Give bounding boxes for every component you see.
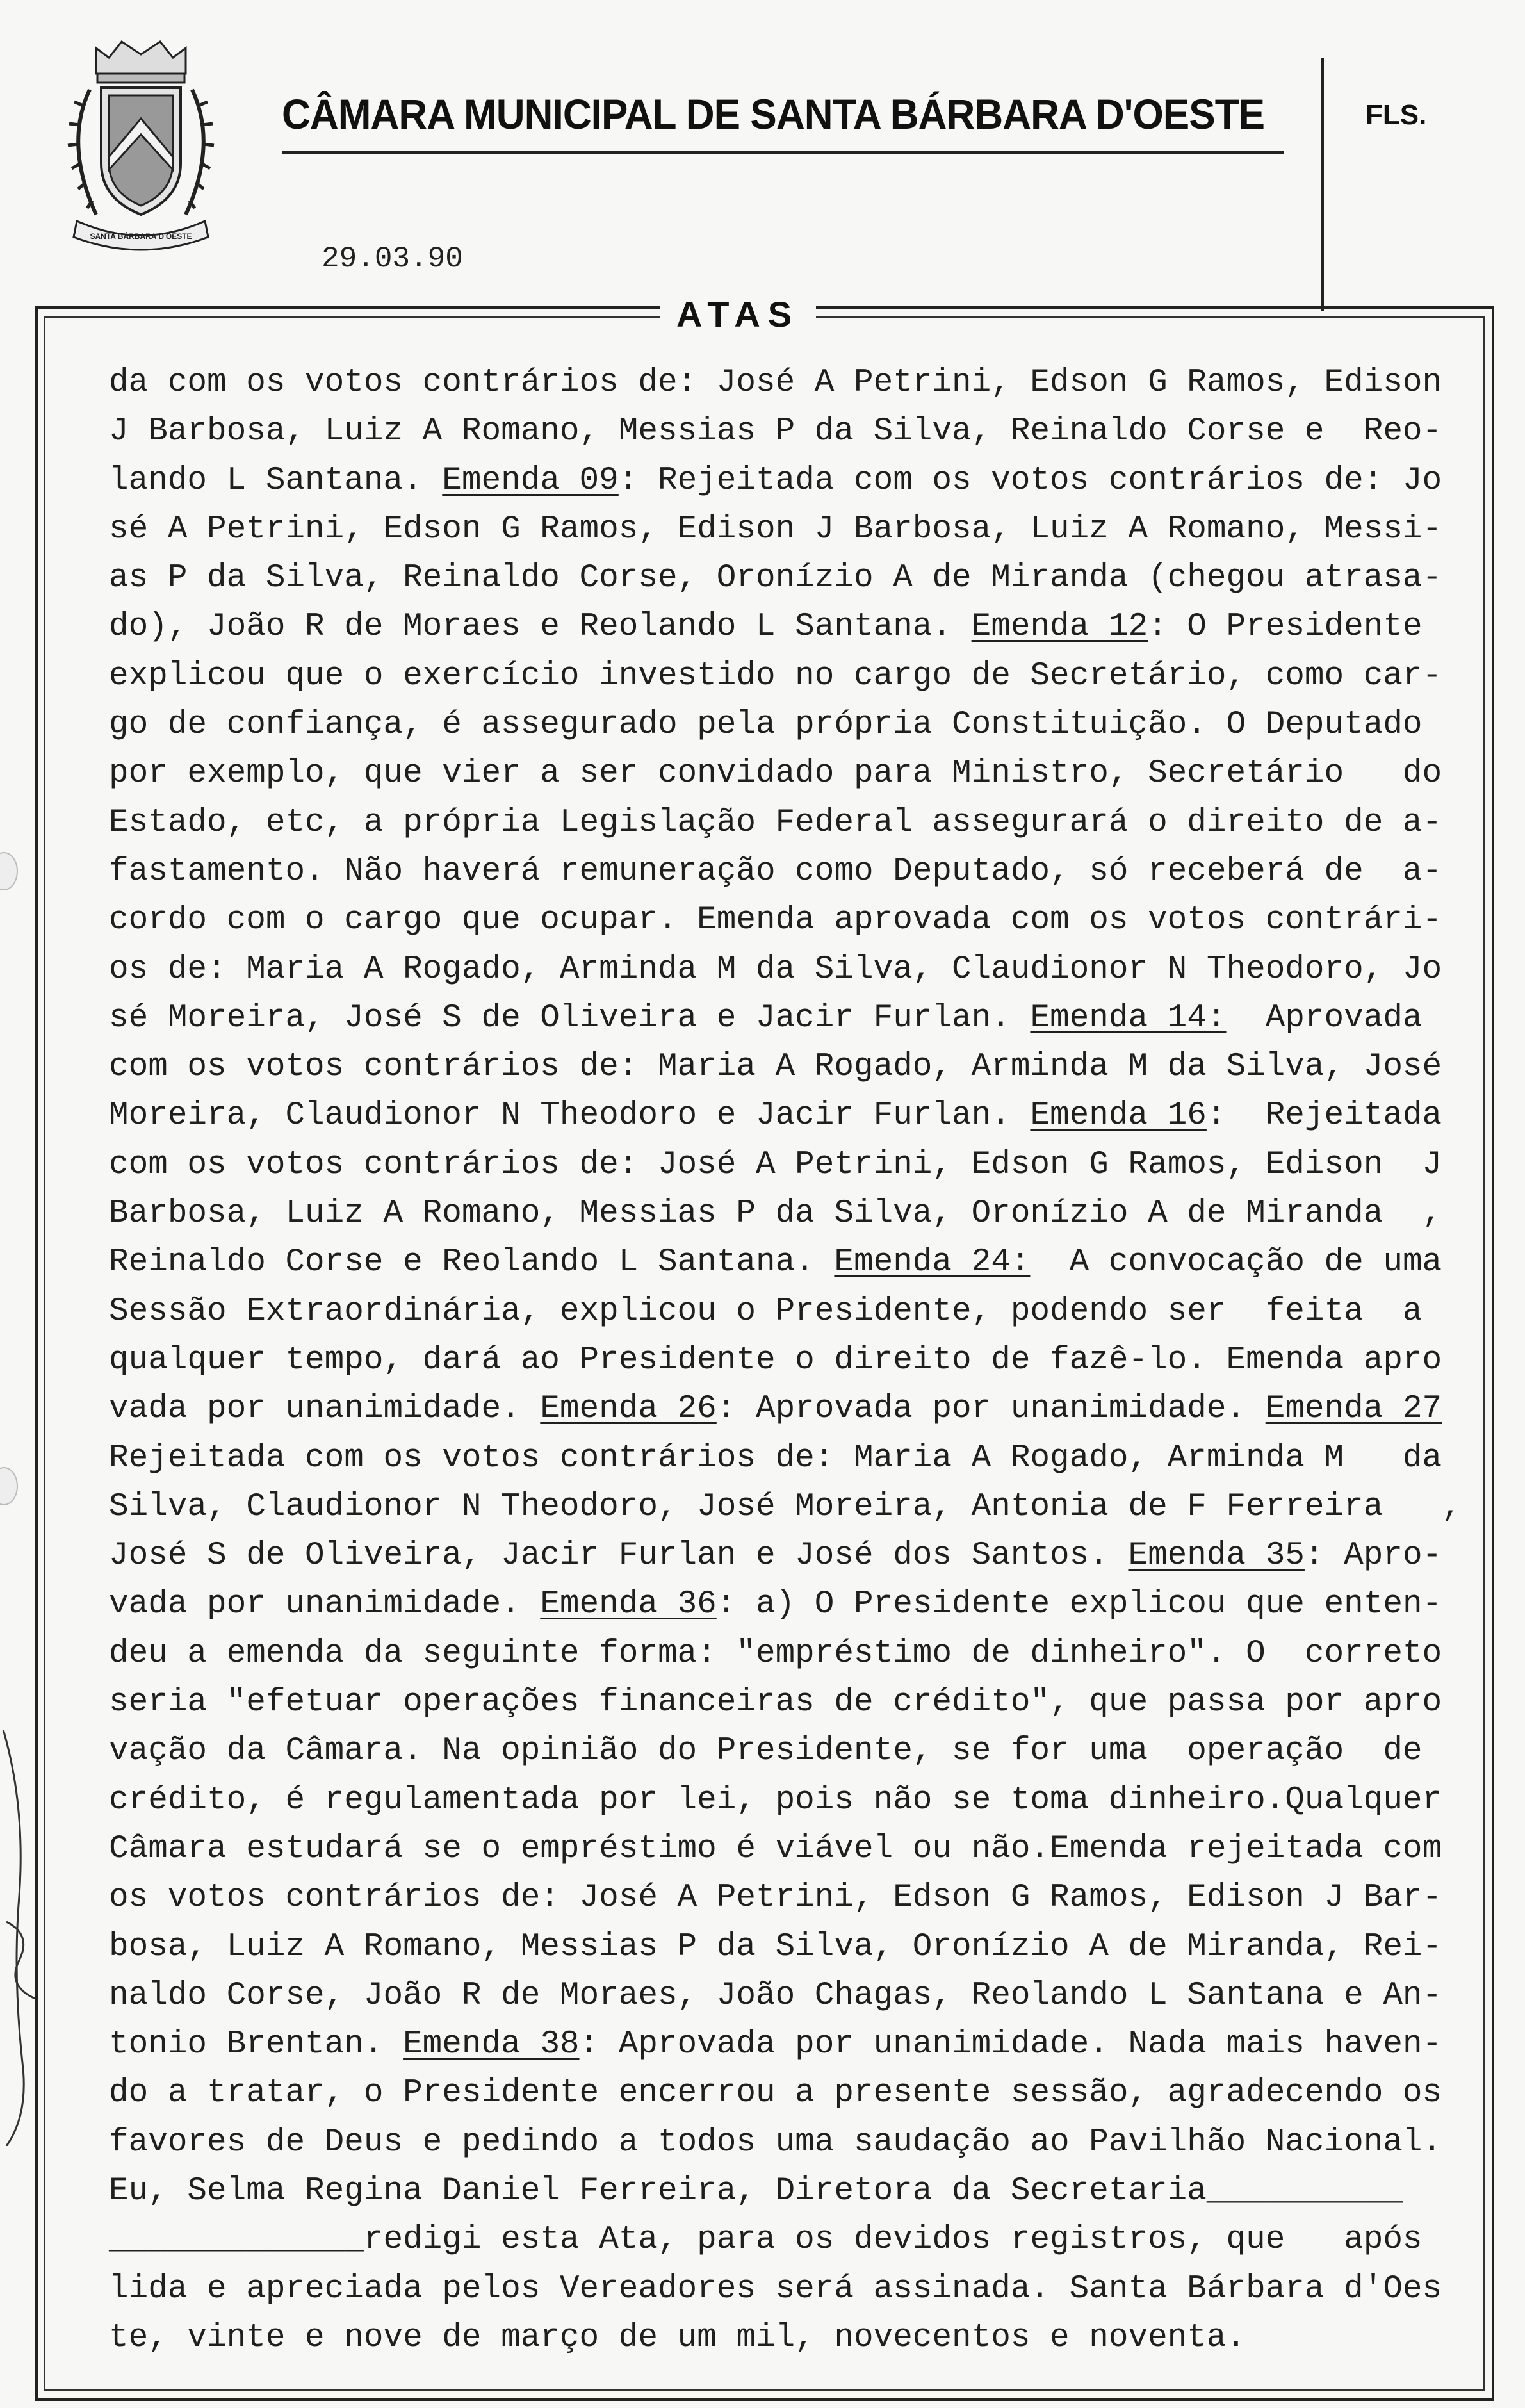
amendment-label: Emenda 38 xyxy=(403,2026,580,2063)
coat-of-arms-icon xyxy=(51,29,231,253)
text-line: Barbosa, Luiz A Romano, Messias P da Silva, Oronízio A de Miranda , xyxy=(109,1195,1442,1233)
amendment-label: Emenda 09 xyxy=(442,462,619,499)
text-line: lando L Santana. Emenda 09: Rejeitada com os votos contrários de: Jo xyxy=(109,462,1442,499)
text-line: bosa, Luiz A Romano, Messias P da Silva, Oronízio A de Miranda, Rei- xyxy=(109,1928,1442,1965)
text-line: _____________redigi esta Ata, para os devidos registros, que após xyxy=(109,2222,1423,2259)
amendment-label: Emenda 12 xyxy=(971,609,1148,646)
minutes-body xyxy=(109,359,1460,2363)
amendment-label: Emenda 14: xyxy=(1030,999,1227,1036)
amendment-label: Emenda 35 xyxy=(1128,1537,1305,1575)
document-date: 29.03.90 xyxy=(322,242,463,275)
text-line: Eu, Selma Regina Daniel Ferreira, Diretora da Secretaria__________ xyxy=(109,2172,1403,2209)
text-line: vada por unanimidade. Emenda 36: a) O Presidente explicou que enten- xyxy=(109,1586,1442,1623)
punch-hole xyxy=(0,852,18,890)
title-underline xyxy=(282,151,1284,154)
text-line: favores de Deus e pedindo a todos uma saudação ao Pavilhão Nacional. xyxy=(109,2124,1442,2161)
text-line: vada por unanimidade. Emenda 26: Aprovada por unanimidade. Emenda 27 xyxy=(109,1391,1442,1428)
text-line: as P da Silva, Reinaldo Corse, Oronízio A de Miranda (chegou atrasa- xyxy=(109,560,1442,597)
text-line: com os votos contrários de: Maria A Rogado, Arminda M da Silva, José xyxy=(109,1049,1442,1086)
text-line: cordo com o cargo que ocupar. Emenda aprovada com os votos contrári- xyxy=(109,902,1442,939)
institution-title: CÂMARA MUNICIPAL DE SANTA BÁRBARA D'OESTE xyxy=(282,90,1265,138)
text-line: Reinaldo Corse e Reolando L Santana. Emenda 24: A convocação de uma xyxy=(109,1244,1442,1281)
text-line: Sessão Extraordinária, explicou o Presidente, podendo ser feita a xyxy=(109,1293,1423,1330)
text-line: te, vinte e nove de março de um mil, novecentos e noventa. xyxy=(109,2319,1246,2356)
text-line: naldo Corse, João R de Moraes, João Chagas, Reolando L Santana e An- xyxy=(109,1977,1442,2014)
text-line: Estado, etc, a própria Legislação Federal assegurará o direito de a- xyxy=(109,804,1442,841)
text-line: Moreira, Claudionor N Theodoro e Jacir Furlan. Emenda 16: Rejeitada xyxy=(109,1097,1442,1134)
text-line: com os votos contrários de: José A Petrini, Edson G Ramos, Edison J xyxy=(109,1146,1442,1183)
text-line: do a tratar, o Presidente encerrou a presente sessão, agradecendo os xyxy=(109,2075,1442,2112)
text-line: da com os votos contrários de: José A Petrini, Edson G Ramos, Edison xyxy=(109,364,1442,401)
text-line: J Barbosa, Luiz A Romano, Messias P da Silva, Reinaldo Corse e Reo- xyxy=(109,413,1442,450)
text-line: deu a emenda da seguinte forma: "empréstimo de dinheiro". O correto xyxy=(109,1635,1442,1672)
text-line: qualquer tempo, dará ao Presidente o direito de fazê-lo. Emenda apro xyxy=(109,1341,1442,1379)
amendment-label: Emenda 36 xyxy=(540,1586,717,1623)
punch-hole xyxy=(0,1467,18,1505)
text-line: os votos contrários de: José A Petrini, Edson G Ramos, Edison J Bar- xyxy=(109,1880,1442,1917)
text-line: Silva, Claudionor N Theodoro, José Moreira, Antonia de F Ferreira , xyxy=(109,1488,1462,1525)
amendment-label: Emenda 27 xyxy=(1265,1391,1442,1428)
text-line: Rejeitada com os votos contrários de: Maria A Rogado, Arminda M da xyxy=(109,1439,1442,1477)
margin-signature xyxy=(0,1730,51,2146)
amendment-label: Emenda 16 xyxy=(1030,1097,1207,1134)
text-line: seria "efetuar operações financeiras de crédito", que passa por apro xyxy=(109,1684,1442,1721)
text-line: Câmara estudará se o empréstimo é viável ou não.Emenda rejeitada com xyxy=(109,1830,1442,1867)
text-line: explicou que o exercício investido no cargo de Secretário, como car- xyxy=(109,657,1442,694)
text-line: crédito, é regulamentada por lei, pois não se toma dinheiro.Qualquer xyxy=(109,1781,1442,1819)
fls-label: FLS. xyxy=(1366,99,1427,131)
text-line: go de confiança, é assegurado pela própria Constituição. O Deputado xyxy=(109,707,1423,744)
text-line: fastamento. Não haverá remuneração como Deputado, só receberá de a- xyxy=(109,853,1442,890)
svg-text:SANTA BÁRBARA D'OESTE: SANTA BÁRBARA D'OESTE xyxy=(90,232,192,241)
text-line: os de: Maria A Rogado, Arminda M da Silva, Claudionor N Theodoro, Jo xyxy=(109,951,1442,988)
amendment-label: Emenda 26 xyxy=(540,1391,717,1428)
text-line: sé Moreira, José S de Oliveira e Jacir Furlan. Emenda 14: Aprovada xyxy=(109,999,1423,1036)
text-line: tonio Brentan. Emenda 38: Aprovada por unanimidade. Nada mais haven- xyxy=(109,2026,1442,2063)
amendment-label: Emenda 24: xyxy=(834,1244,1031,1281)
text-line: do), João R de Moraes e Reolando L Santana. Emenda 12: O Presidente xyxy=(109,609,1423,646)
text-line: por exemplo, que vier a ser convidado para Ministro, Secretário do xyxy=(109,755,1442,792)
header-divider xyxy=(1321,58,1324,311)
text-line: José S de Oliveira, Jacir Furlan e José dos Santos. Emenda 35: Apro- xyxy=(109,1537,1442,1575)
text-line: sé A Petrini, Edson G Ramos, Edison J Barbosa, Luiz A Romano, Messi- xyxy=(109,511,1442,548)
text-line: lida e apreciada pelos Vereadores será assinada. Santa Bárbara d'Oes xyxy=(109,2270,1442,2307)
text-line: vação da Câmara. Na opinião do Presidente, se for uma operação de xyxy=(109,1733,1423,1770)
section-title: ATAS xyxy=(660,293,816,335)
